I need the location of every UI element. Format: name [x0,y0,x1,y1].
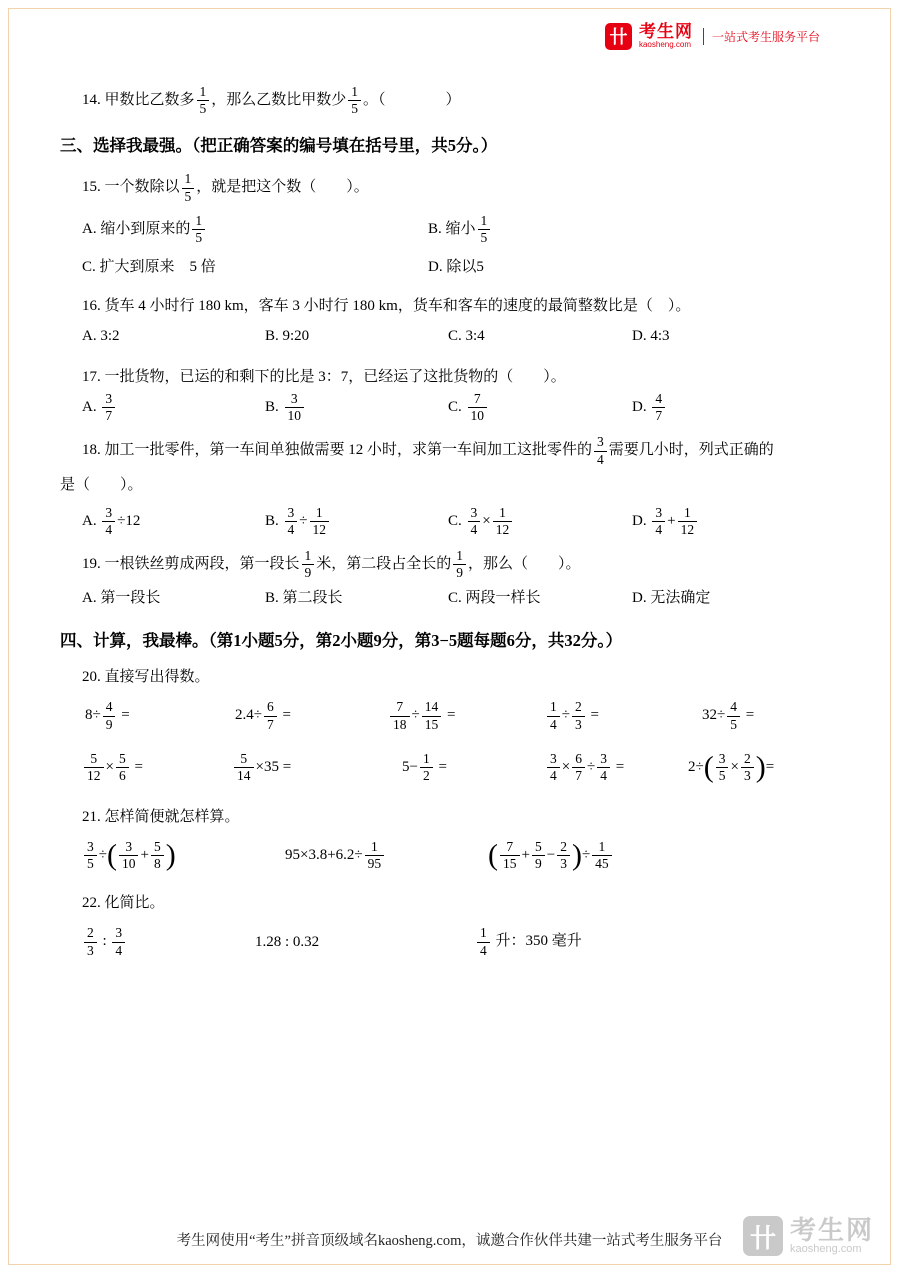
q20-expression-6: $\frac{5}{12}$ × $\frac{5}{6}$ = [82,752,232,783]
q17-options [60,392,862,423]
q21-expression-3: ( $\frac{7}{15}$ + $\frac{5}{9}$ − $\frac{2}{3}$ )÷ $\frac{1}{45}$ [488,840,862,871]
q15-option-b: B. 缩小 $\frac{1}{5}$ [428,214,862,245]
q22-expression-2: 1.28 : 0.32 [255,933,320,950]
q16-option-c: C. 3:4 [448,328,485,345]
kaosheng-logo-text [639,23,693,49]
q21-expression-2: 95×3.8+6.2÷ $\frac{1}{95}$ [285,840,488,871]
q22-expression-3: $\frac{1}{4}$ 升：350 毫升 [475,926,862,957]
q15-options-row-1 [60,214,862,245]
q17-option-b: B. $\frac{3}{10}$ [265,392,448,423]
footer-text: 考生网使用“考生”拼音顶级域名kaosheng.com，诚邀合作伙伴共建一站式考生服务平台 [176,1233,723,1249]
question-20-label: 20. 直接写出得数。 [82,669,210,686]
exam-page [8,8,891,1265]
watermark-logo-icon: 卄 [743,1216,783,1256]
watermark-name: 考生网 [789,1215,874,1245]
q18-options [60,506,862,537]
q19-option-a: A. 第一段长 [82,590,161,607]
q20-row-2 [60,752,862,783]
watermark-domain: kaosheng.com [789,1242,862,1255]
q19-option-d: D. 无法确定 [632,590,711,607]
watermark-logo [743,1216,874,1256]
q17-option-a: A. $\frac{3}{7}$ [82,392,265,423]
q20-expression-4: $\frac{1}{4}$ ÷ $\frac{2}{3}$ = [545,700,702,731]
q21-expressions [60,840,862,871]
question-15-stem: 15. 一个数除以 $\frac{1}{5}$ ，就是把这个数（ ）。 [82,171,369,204]
kaosheng-logo [605,23,820,50]
q16-options [60,328,862,345]
q15-option-a: A. 缩小到原来的 $\frac{1}{5}$ [82,214,428,245]
q18-option-d: D. $\frac{3}{4}$ + $\frac{1}{12}$ [632,506,862,537]
question-19-stem: 19. 一根铁丝剪成两段，第一段长 $\frac{1}{9}$ 米，第二段占全长的 $\frac{1}{9}$ ，那么（ ）。 [82,548,581,581]
q20-expression-8: 5− $\frac{1}{2}$ = [402,750,447,783]
question-18-line-1: 18. 加工一批零件，第一车间单独做需要 12 小时，求第一车间加工这批零件的 $\frac{3}{4}$ 需要几小时，列式正确的 [82,434,774,467]
question-18-line-2: 是（ ）。 [60,476,143,493]
section-4-heading: 四、计算，我最棒。（第1小题5分，第2小题9分，第3−5题每题6分，共32分。） [60,631,623,651]
q20-row-1 [60,700,862,731]
q16-option-a: A. 3:2 [82,328,120,345]
q21-expression-1: $\frac{3}{5}$ ÷( $\frac{3}{10}$ + $\frac{5}{8}$ ) [82,840,285,871]
logo-tagline: 一站式考生服务平台 [703,28,820,45]
q20-expression-3: $\frac{7}{18}$ ÷ $\frac{14}{15}$ = [388,700,545,731]
logo-name: 考生网 [638,21,693,41]
q19-options [60,586,862,607]
question-17-stem: 17. 一批货物，已运的和剩下的比是 3：7，已经运了这批货物的（ ）。 [82,369,566,386]
q19-option-c: C. 两段一样长 [448,590,541,607]
question-22-label: 22. 化简比。 [82,895,165,912]
q20-expression-2: 2.4÷ $\frac{6}{7}$ = [235,699,291,732]
kaosheng-logo-icon: 卄 [605,23,632,50]
q16-option-b: B. 9:20 [265,328,310,345]
watermark-logo-text [790,1217,874,1256]
section-3-heading: 三、选择我最强。（把正确答案的编号填在括号里，共5分。） [60,136,498,156]
header [60,15,862,57]
question-14: 14. 甲数比乙数多 $\frac{1}{5}$ ，那么乙数比甲数少 $\frac{1}{5}$ 。（ ） [82,84,461,117]
q20-expression-10: 2÷( $\frac{3}{5}$ × $\frac{2}{3}$ )= [688,750,775,784]
q22-expression-1: $\frac{2}{3}$ : $\frac{3}{4}$ [82,926,255,957]
question-16-stem: 16. 货车 4 小时行 180 km，客车 3 小时行 180 km，货车和客车的速度的最简整数比是（ ）。 [82,298,691,315]
q17-option-c: C. $\frac{7}{10}$ [448,392,632,423]
question-21-label: 21. 怎样简便就怎样算。 [82,809,240,826]
q15-option-c: C. 扩大到原来 5 倍 [82,259,216,276]
q15-option-d: D. 除以5 [428,259,484,276]
q20-expression-5: 32÷ $\frac{4}{5}$ = [702,699,755,732]
q18-option-b: B. $\frac{3}{4}$ ÷ $\frac{1}{12}$ [265,506,448,537]
q16-option-d: D. 4:3 [632,328,670,345]
q22-expressions [60,926,862,957]
q20-expression-1: 8÷ $\frac{4}{9}$ = [85,699,130,732]
q18-option-a: A. $\frac{3}{4}$ ÷12 [82,504,141,537]
logo-domain: kaosheng.com [638,39,692,49]
q20-expression-9: $\frac{3}{4}$ × $\frac{6}{7}$ ÷ $\frac{3}{4}$ = [545,752,688,783]
q15-options-row-2 [60,255,862,276]
q17-option-d: D. $\frac{4}{7}$ [632,392,862,423]
q20-expression-7: $\frac{5}{14}$ ×35 = [232,752,402,783]
q19-option-b: B. 第二段长 [265,590,343,607]
q18-option-c: C. $\frac{3}{4}$ × $\frac{1}{12}$ [448,506,632,537]
